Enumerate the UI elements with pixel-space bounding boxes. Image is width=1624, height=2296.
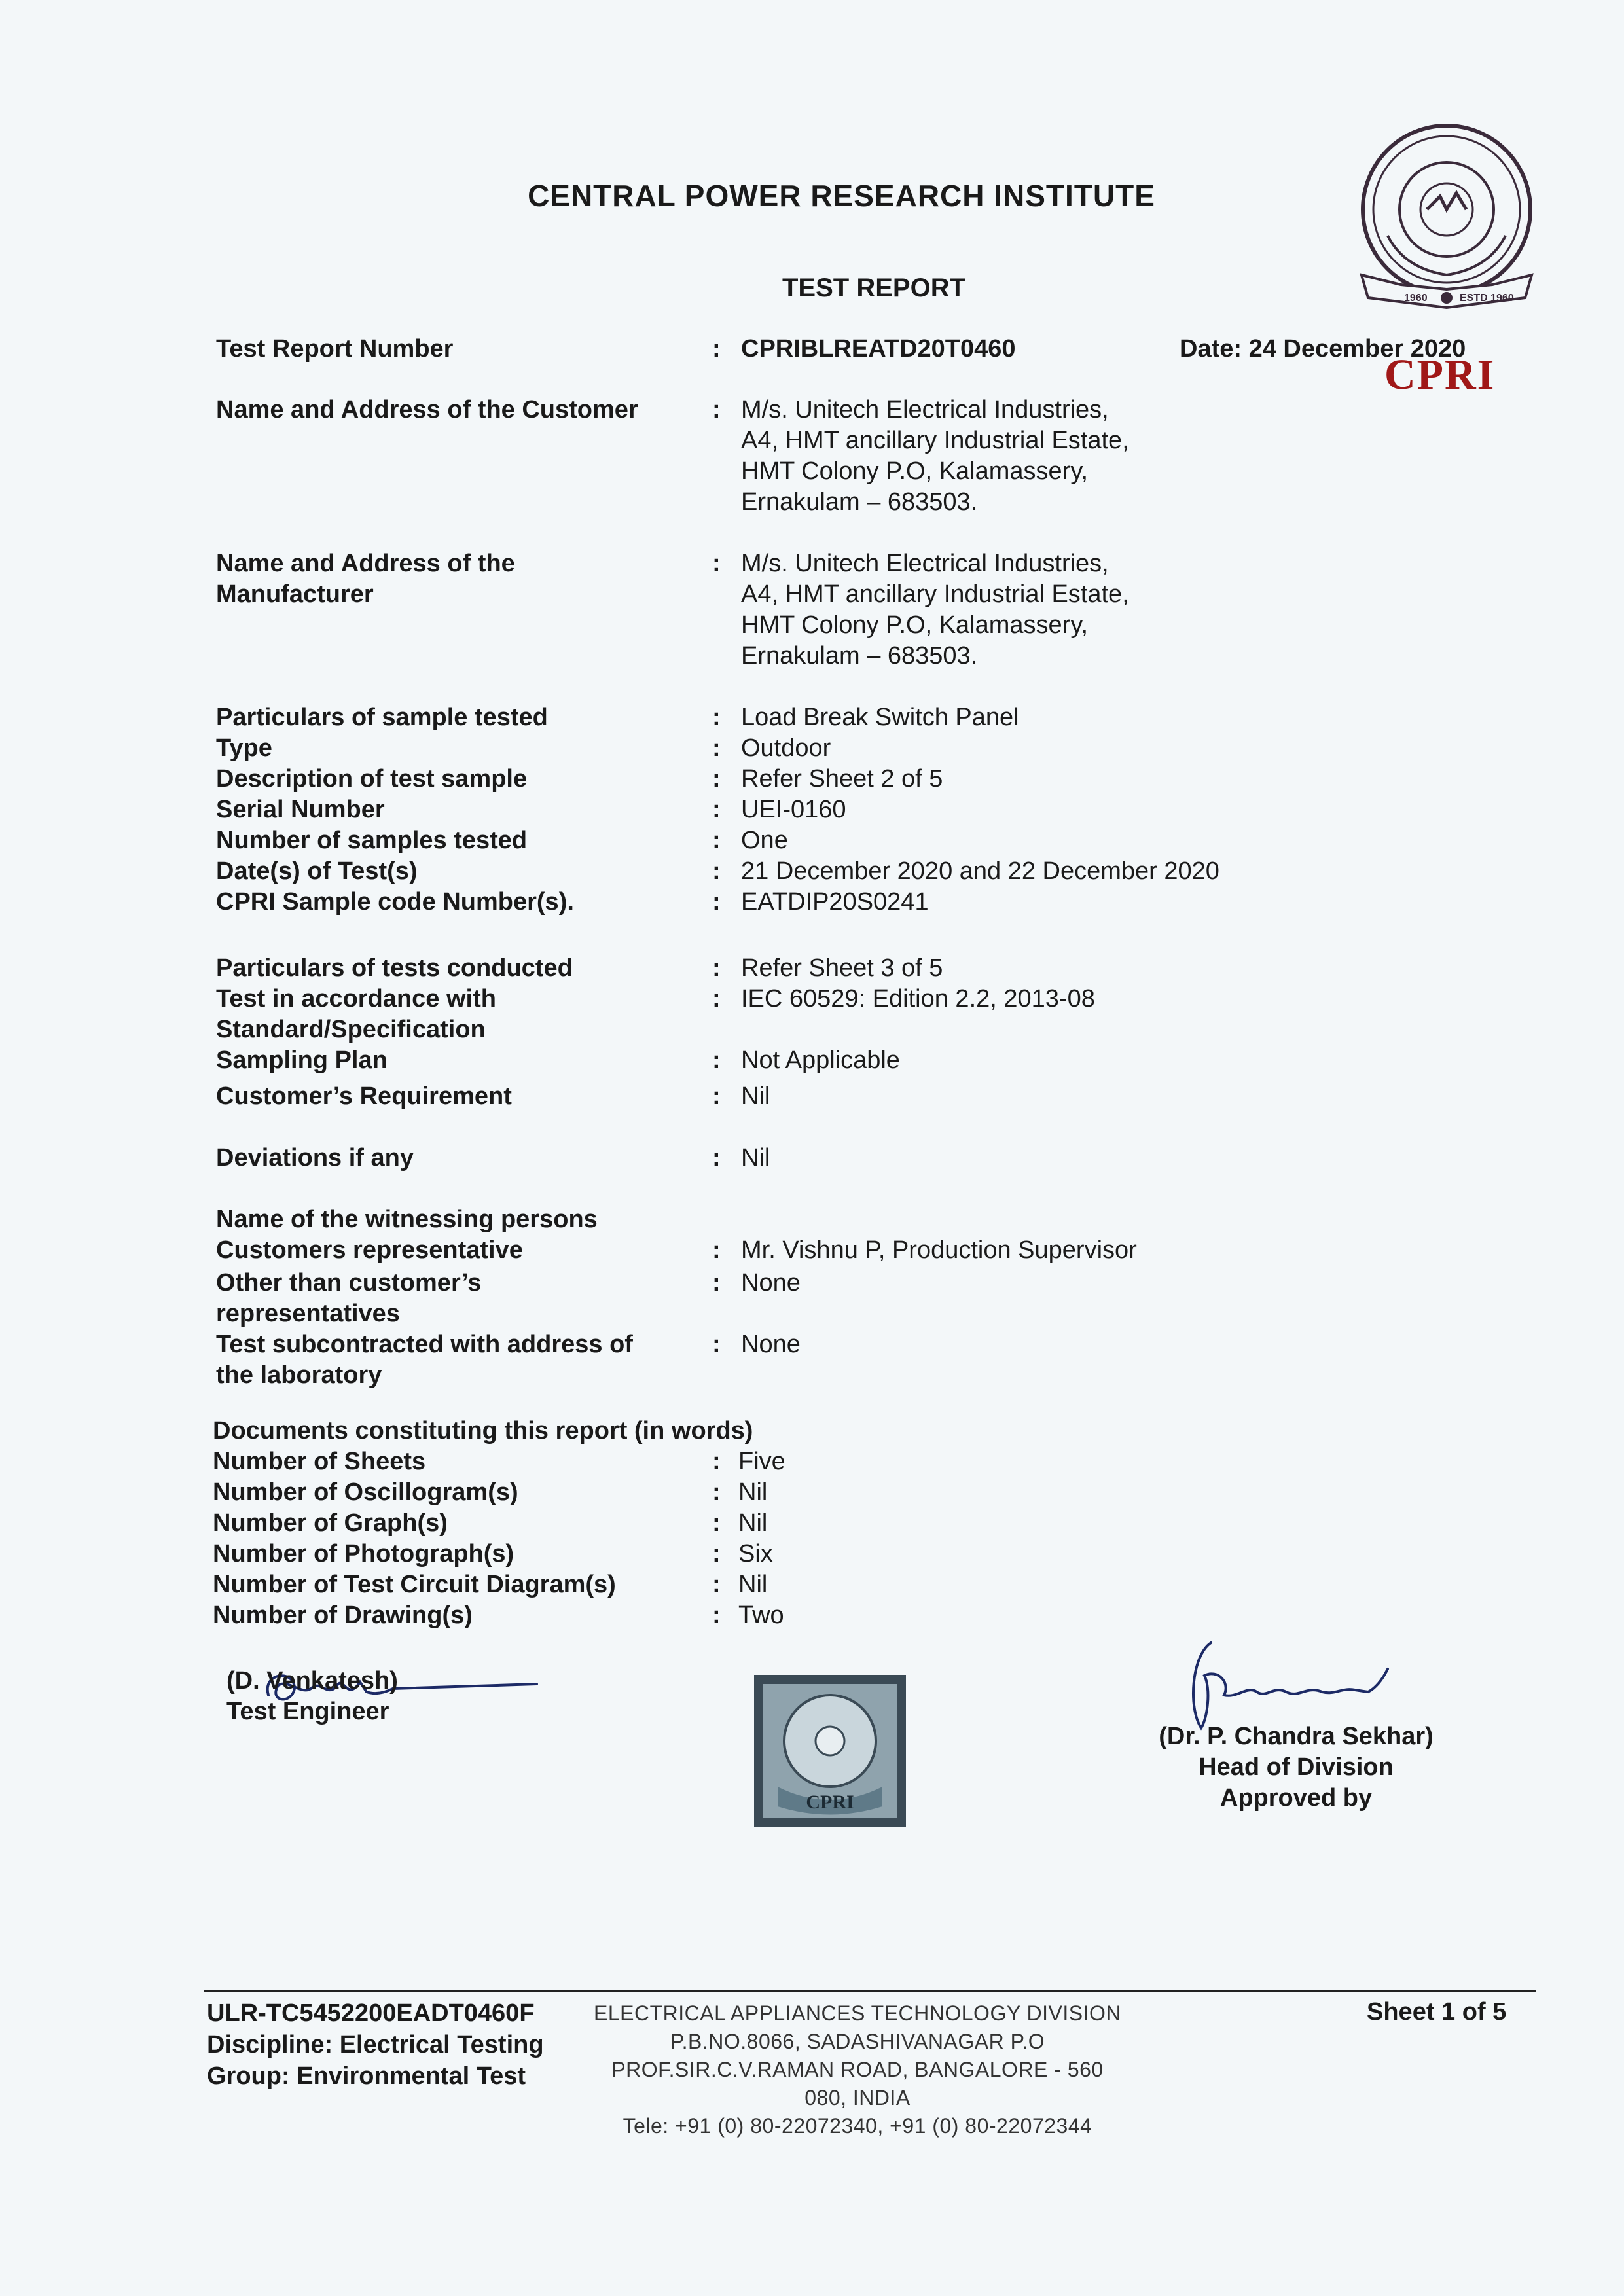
footer-address-block xyxy=(589,2000,1126,2140)
sample-value: 21 December 2020 and 22 December 2020 xyxy=(741,857,1219,885)
colon: : xyxy=(712,1083,721,1110)
document-value: Nil xyxy=(738,1509,768,1537)
other-rep-label-line: representatives xyxy=(216,1300,400,1327)
documents-values xyxy=(738,1446,785,1631)
address-line: HMT Colony P.O, Kalamassery, xyxy=(741,457,1089,485)
deviations-value: Nil xyxy=(741,1144,770,1172)
colon: : xyxy=(712,335,721,363)
tests-particulars-value: Refer Sheet 3 of 5 xyxy=(741,954,943,982)
customer-label: Name and Address of the Customer xyxy=(216,396,638,423)
sample-value: UEI-0160 xyxy=(741,796,846,823)
report-number-label: Test Report Number xyxy=(216,335,454,363)
colon: : xyxy=(712,550,721,577)
documents-labels xyxy=(213,1446,616,1631)
standard-label xyxy=(216,984,496,1045)
po-box: P.B.NO.8066, SADASHIVANAGAR P.O xyxy=(670,2030,1045,2053)
sample-labels xyxy=(216,702,574,918)
test-engineer-name: (D. Venkatesh) xyxy=(226,1667,398,1695)
footer-left-block xyxy=(207,1998,544,2092)
address-line: A4, HMT ancillary Industrial Estate, xyxy=(741,427,1129,454)
telephone: Tele: +91 (0) 80-22072340, +91 (0) 80-22072344 xyxy=(623,2114,1092,2138)
footer-divider xyxy=(204,1990,1536,1992)
approved-by-note: Approved by xyxy=(1219,1784,1373,1812)
colon: : xyxy=(712,1144,721,1172)
document-value: Two xyxy=(738,1602,784,1629)
sample-value: Load Break Switch Panel xyxy=(741,704,1019,731)
address-line: A4, HMT ancillary Industrial Estate, xyxy=(741,581,1129,608)
report-date: Date: 24 December 2020 xyxy=(1180,335,1466,363)
sample-label: Description of test sample xyxy=(216,765,528,793)
other-rep-label xyxy=(216,1268,481,1329)
svg-text:1960: 1960 xyxy=(1404,293,1428,304)
customer-requirement-value: Nil xyxy=(741,1083,770,1110)
manufacturer-address xyxy=(741,548,1129,672)
address-line: M/s. Unitech Electrical Industries, xyxy=(741,550,1109,577)
sample-value: EATDIP20S0241 xyxy=(741,888,929,916)
colon: : xyxy=(712,954,721,982)
group: Group: Environmental Test xyxy=(207,2062,526,2090)
other-rep-label-line: Other than customer’s xyxy=(216,1269,482,1297)
colon-column: : : : : : : xyxy=(712,1448,721,1629)
discipline: Discipline: Electrical Testing xyxy=(207,2031,544,2058)
report-doc-type: TEST REPORT xyxy=(782,274,966,302)
document-label: Number of Test Circuit Diagram(s) xyxy=(213,1571,616,1598)
sample-label: Number of samples tested xyxy=(216,827,528,854)
subcontracted-value: None xyxy=(741,1331,801,1358)
standard-value: IEC 60529: Edition 2.2, 2013-08 xyxy=(741,985,1095,1013)
sample-value: One xyxy=(741,827,788,854)
document-value: Six xyxy=(738,1540,773,1568)
sheet-number: Sheet 1 of 5 xyxy=(1367,1998,1507,2026)
customer-rep-label: Customers representative xyxy=(216,1236,523,1264)
colon: : xyxy=(712,1047,721,1074)
document-label: Number of Graph(s) xyxy=(213,1509,448,1537)
hologram-text: CPRI xyxy=(806,1791,854,1813)
colon-column: : : : : : : : xyxy=(712,704,721,916)
subcontracted-label-line: Test subcontracted with address of xyxy=(216,1331,633,1358)
sample-label: Type xyxy=(216,734,272,762)
document-label: Number of Oscillogram(s) xyxy=(213,1479,518,1506)
street-address: PROF.SIR.C.V.RAMAN ROAD, BANGALORE - 560 080, INDIA xyxy=(611,2058,1104,2109)
sample-label: Particulars of sample tested xyxy=(216,704,548,731)
sample-label: CPRI Sample code Number(s). xyxy=(216,888,574,916)
test-engineer-role: Test Engineer xyxy=(226,1698,389,1725)
sample-values xyxy=(741,702,1219,918)
sample-value: Refer Sheet 2 of 5 xyxy=(741,765,943,793)
address-line: HMT Colony P.O, Kalamassery, xyxy=(741,611,1089,639)
approver-role: Head of Division xyxy=(1199,1753,1394,1781)
subcontracted-label-line: the laboratory xyxy=(216,1361,382,1389)
documents-heading: Documents constituting this report (in words) xyxy=(213,1417,753,1444)
deviations-label: Deviations if any xyxy=(216,1144,414,1172)
subcontracted-label xyxy=(216,1329,633,1391)
colon: : xyxy=(712,396,721,423)
standard-label-line: Test in accordance with xyxy=(216,985,496,1013)
document-value: Five xyxy=(738,1448,785,1475)
colon: : xyxy=(712,985,721,1013)
customer-rep-value: Mr. Vishnu P, Production Supervisor xyxy=(741,1236,1137,1264)
document-value: Nil xyxy=(738,1571,768,1598)
other-rep-value: None xyxy=(741,1269,801,1297)
left-signatory xyxy=(226,1666,398,1727)
document-value: Nil xyxy=(738,1479,768,1506)
document-label: Number of Photograph(s) xyxy=(213,1540,514,1568)
approver-name: (Dr. P. Chandra Sekhar) xyxy=(1159,1723,1434,1750)
sample-label: Date(s) of Test(s) xyxy=(216,857,418,885)
colon: : xyxy=(712,1236,721,1264)
manufacturer-label-line: Manufacturer xyxy=(216,581,374,608)
manufacturer-label xyxy=(216,548,515,610)
right-signatory xyxy=(1142,1721,1450,1814)
institute-title: CENTRAL POWER RESEARCH INSTITUTE xyxy=(528,179,1155,213)
report-number-value: CPRIBLREATD20T0460 xyxy=(741,335,1016,363)
colon: : xyxy=(712,1269,721,1297)
cpri-mark-logo: CPRI xyxy=(1384,351,1496,399)
division-name: ELECTRICAL APPLIANCES TECHNOLOGY DIVISION xyxy=(594,2001,1121,2025)
colon: : xyxy=(712,1331,721,1358)
cpri-seal-logo xyxy=(1342,118,1551,327)
standard-label-line: Standard/Specification xyxy=(216,1016,486,1043)
customer-requirement-label: Customer’s Requirement xyxy=(216,1083,512,1110)
sample-label: Serial Number xyxy=(216,796,385,823)
sampling-plan-label: Sampling Plan xyxy=(216,1047,388,1074)
document-label: Number of Sheets xyxy=(213,1448,426,1475)
address-line: Ernakulam – 683503. xyxy=(741,488,978,516)
document-label: Number of Drawing(s) xyxy=(213,1602,473,1629)
customer-address xyxy=(741,395,1129,518)
tests-particulars-label: Particulars of tests conducted xyxy=(216,954,573,982)
cpri-hologram-seal xyxy=(751,1672,909,1829)
address-line: M/s. Unitech Electrical Industries, xyxy=(741,396,1109,423)
sampling-plan-value: Not Applicable xyxy=(741,1047,900,1074)
manufacturer-label-line: Name and Address of the xyxy=(216,550,515,577)
ulr-number: ULR-TC5452200EADT0460F xyxy=(207,2000,535,2027)
sample-value: Outdoor xyxy=(741,734,831,762)
witness-heading: Name of the witnessing persons xyxy=(216,1206,598,1233)
address-line: Ernakulam – 683503. xyxy=(741,642,978,670)
svg-text:ESTD 1960: ESTD 1960 xyxy=(1460,293,1514,304)
